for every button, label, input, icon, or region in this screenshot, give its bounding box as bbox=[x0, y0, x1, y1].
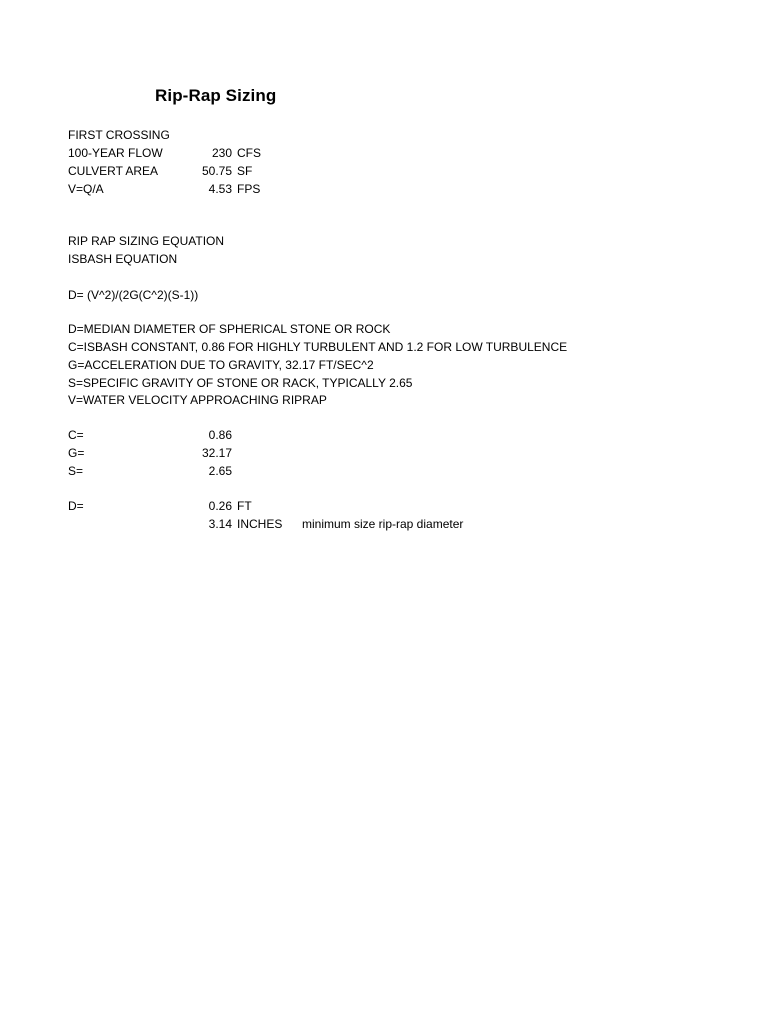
equation-formula: D= (V^2)/(2G(C^2)(S-1)) bbox=[68, 288, 199, 302]
page-title: Rip-Rap Sizing bbox=[155, 86, 277, 105]
section-heading-first-crossing: FIRST CROSSING bbox=[68, 128, 170, 142]
definition-s: S=SPECIFIC GRAVITY OF STONE OR RACK, TYPICALLY 2.65 bbox=[68, 376, 413, 390]
value-result-ft: 0.26 bbox=[208, 499, 232, 513]
label-constant-g: G= bbox=[68, 446, 85, 460]
value-constant-s: 2.65 bbox=[208, 464, 232, 478]
value-100-year-flow: 230 bbox=[211, 146, 232, 160]
unit-result-in: INCHES bbox=[237, 517, 283, 531]
value-constant-c: 0.86 bbox=[208, 428, 232, 442]
unit-result-ft: FT bbox=[237, 499, 252, 513]
value-velocity: 4.53 bbox=[208, 182, 232, 196]
definition-d: D=MEDIAN DIAMETER OF SPHERICAL STONE OR ROCK bbox=[68, 322, 391, 336]
equation-heading: RIP RAP SIZING EQUATION bbox=[68, 234, 225, 248]
unit-100-year-flow: CFS bbox=[237, 146, 261, 160]
label-velocity: V=Q/A bbox=[68, 182, 104, 196]
value-result-in: 3.14 bbox=[208, 517, 232, 531]
label-100-year-flow: 100-YEAR FLOW bbox=[68, 146, 163, 160]
value-constant-g: 32.17 bbox=[201, 446, 232, 460]
definition-c: C=ISBASH CONSTANT, 0.86 FOR HIGHLY TURBULENT AND 1.2 FOR LOW TURBULENCE bbox=[68, 340, 568, 354]
value-culvert-area: 50.75 bbox=[201, 164, 232, 178]
definition-g: G=ACCELERATION DUE TO GRAVITY, 32.17 FT/SEC^2 bbox=[68, 358, 374, 372]
equation-name: ISBASH EQUATION bbox=[68, 252, 178, 266]
label-constant-c: C= bbox=[68, 428, 84, 442]
label-result-d: D= bbox=[68, 499, 84, 513]
definition-v: V=WATER VELOCITY APPROACHING RIPRAP bbox=[68, 393, 327, 407]
label-constant-s: S= bbox=[68, 464, 84, 478]
result-note: minimum size rip-rap diameter bbox=[302, 517, 464, 531]
unit-culvert-area: SF bbox=[237, 164, 253, 178]
unit-velocity: FPS bbox=[237, 182, 261, 196]
label-culvert-area: CULVERT AREA bbox=[68, 164, 159, 178]
